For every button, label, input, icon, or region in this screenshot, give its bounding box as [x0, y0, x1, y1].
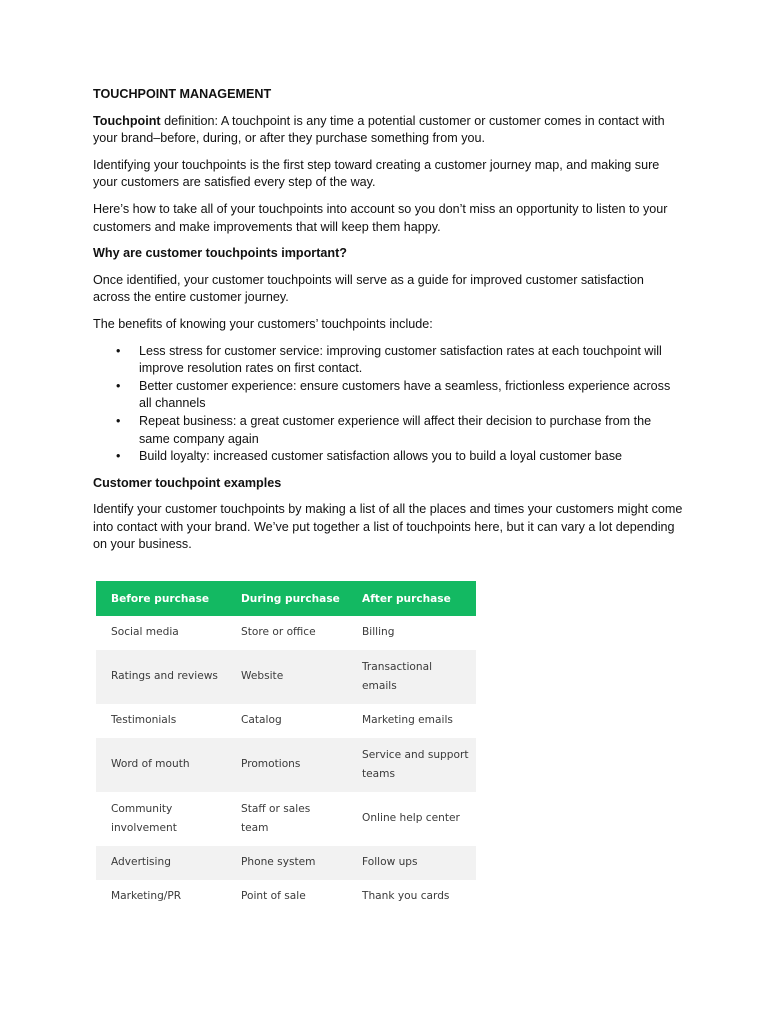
table-cell: Thank you cards [347, 880, 476, 914]
table-cell: Transactional emails [347, 650, 476, 704]
table-header-row [96, 581, 476, 616]
document-body [93, 86, 683, 563]
list-item: • Less stress for customer service: improving customer satisfaction rates at each touchpoint will improve resolution rates on first contact. [139, 343, 683, 378]
table-cell: Advertising [96, 846, 226, 880]
table-cell: Promotions [226, 738, 347, 792]
benefits-list [93, 343, 683, 466]
document-title: TOUCHPOINT MANAGEMENT [93, 87, 272, 101]
section-heading-importance: Why are customer touchpoints important? [93, 246, 347, 261]
table-cell: Catalog [226, 704, 347, 738]
table-row [96, 792, 476, 846]
section-heading-examples: Customer touchpoint examples [93, 475, 282, 490]
table-cell: Online help center [347, 792, 476, 846]
table-cell: Marketing emails [347, 704, 476, 738]
table-row [96, 880, 476, 914]
table-cell: Social media [96, 616, 226, 650]
intro-paragraph: Here’s how to take all of your touchpoints into account so you don’t miss an opportunity to listen to your customers and make improvements that will keep them happy. [93, 201, 668, 234]
definition-text: definition: A touchpoint is any time a potential customer or customer comes in contact with your brand–before, during, or after they purchase something from you. [93, 113, 665, 146]
table-cell: Point of sale [226, 880, 347, 914]
table-cell: Word of mouth [96, 738, 226, 792]
table-cell: Billing [347, 616, 476, 650]
benefits-intro: The benefits of knowing your customers’ touchpoints include: [93, 316, 433, 331]
definition-paragraph [93, 113, 683, 148]
table-cell: Phone system [226, 846, 347, 880]
header-during-purchase: During purchase [226, 581, 347, 616]
table-cell: Follow ups [347, 846, 476, 880]
table-cell: Staff or sales team [226, 792, 347, 846]
header-before-purchase: Before purchase [96, 581, 226, 616]
list-item: • Build loyalty: increased customer satisfaction allows you to build a loyal customer base [139, 448, 683, 466]
table-row [96, 616, 476, 650]
table-cell: Service and support teams [347, 738, 476, 792]
table-cell: Community involvement [96, 792, 226, 846]
table-row [96, 650, 476, 704]
list-item: • Repeat business: a great customer experience will affect their decision to purchase from the same company again [139, 413, 683, 448]
table-row [96, 846, 476, 880]
importance-paragraph: Once identified, your customer touchpoints will serve as a guide for improved customer satisfaction across the entire customer journey. [93, 272, 644, 305]
table-row [96, 704, 476, 738]
header-after-purchase: After purchase [347, 581, 476, 616]
table-cell: Testimonials [96, 704, 226, 738]
list-item: • Better customer experience: ensure customers have a seamless, frictionless experience across all channels [139, 378, 683, 413]
table-row [96, 738, 476, 792]
table-cell: Ratings and reviews [96, 650, 226, 704]
touchpoint-table [96, 581, 476, 914]
table-cell: Website [226, 650, 347, 704]
definition-term: Touchpoint [93, 113, 161, 128]
examples-paragraph: Identify your customer touchpoints by making a list of all the places and times your customers might come into contact with your brand. We’ve put together a list of touchpoints here, but it can vary a lot depending on your business. [93, 502, 683, 552]
table-cell: Store or office [226, 616, 347, 650]
table-cell: Marketing/PR [96, 880, 226, 914]
intro-paragraph: Identifying your touchpoints is the first step toward creating a customer journey map, and making sure your customers are satisfied every step of the way. [93, 157, 660, 190]
